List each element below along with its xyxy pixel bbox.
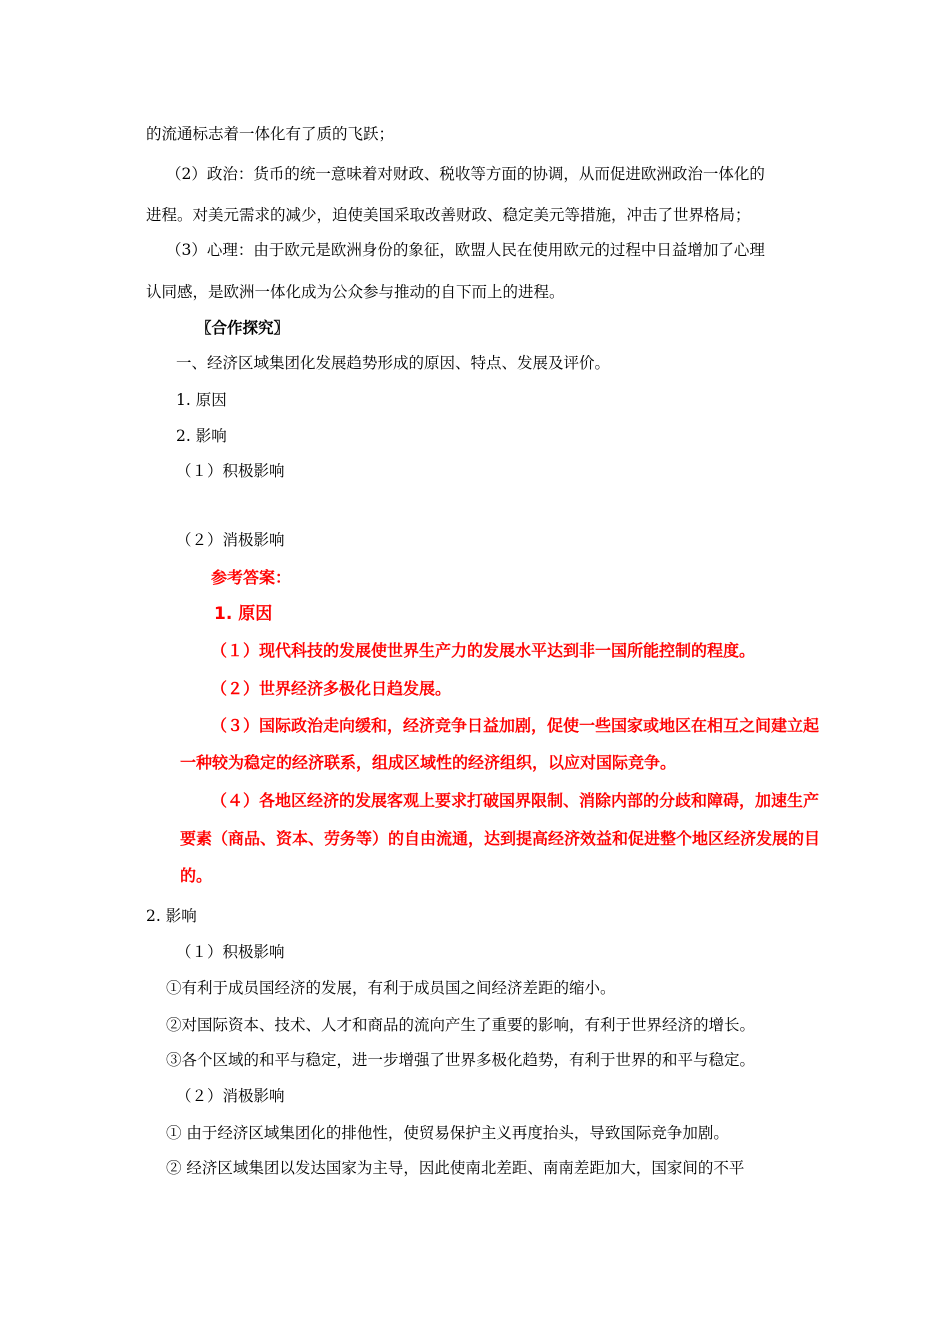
impact-subtitle: （２）消极影响	[176, 1087, 285, 1105]
paragraph-line: （3）心理：由于欧元是欧洲身份的象征，欧盟人民在使用欧元的过程中日益增加了心理	[166, 241, 765, 259]
answer-line: （１）现代科技的发展使世界生产力的发展水平达到非一国所能控制的程度。	[211, 641, 756, 660]
question-item: 1. 原因	[176, 391, 227, 409]
impact-subtitle: （１）积极影响	[176, 943, 285, 961]
answer-line: （４）各地区经济的发展客观上要求打破国界限制、消除内部的分歧和障碍，加速生产	[211, 791, 820, 810]
section-heading: 〖合作探究〗	[196, 318, 290, 337]
answer-line: 的。	[180, 866, 213, 885]
answer-item: 1. 原因	[214, 604, 273, 624]
paragraph-line: 认同感，是欧洲一体化成为公众参与推动的自下而上的进程。	[146, 283, 565, 301]
paragraph-line: （2）政治：货币的统一意味着对财政、税收等方面的协调，从而促进欧洲政治一体化的	[166, 165, 765, 183]
question-title: 一、经济区域集团化发展趋势形成的原因、特点、发展及评价。	[176, 354, 611, 372]
paragraph-line: 进程。对美元需求的减少，迫使美国采取改善财政、稳定美元等措施，冲击了世界格局；	[146, 206, 751, 224]
impact-title: 2. 影响	[146, 907, 197, 925]
answer-line: 要素（商品、资本、劳务等）的自由流通，达到提高经济效益和促进整个地区经济发展的目	[180, 829, 821, 848]
question-subitem: （２）消极影响	[176, 531, 285, 549]
answer-line: （２）世界经济多极化日趋发展。	[211, 679, 452, 698]
impact-item: ③各个区域的和平与稳定，进一步增强了世界多极化趋势，有利于世界的和平与稳定。	[166, 1051, 756, 1069]
answer-label: 参考答案：	[211, 568, 292, 587]
impact-item: ① 由于经济区域集团化的排他性，使贸易保护主义再度抬头，导致国际竞争加剧。	[166, 1124, 729, 1142]
answer-line: （３）国际政治走向缓和，经济竞争日益加剧，促使一些国家或地区在相互之间建立起	[211, 716, 820, 735]
question-subitem: （１）积极影响	[176, 462, 285, 480]
impact-item: ②对国际资本、技术、人才和商品的流向产生了重要的影响，有利于世界经济的增长。	[166, 1016, 756, 1034]
impact-item: ② 经济区域集团以发达国家为主导，因此使南北差距、南南差距加大，国家间的不平	[166, 1159, 745, 1177]
impact-item: ①有利于成员国经济的发展，有利于成员国之间经济差距的缩小。	[166, 979, 616, 997]
question-item: 2. 影响	[176, 427, 227, 445]
answer-line: 一种较为稳定的经济联系，组成区域性的经济组织，以应对国际竞争。	[180, 753, 677, 772]
paragraph-line: 的流通标志着一体化有了质的飞跃；	[146, 125, 395, 143]
